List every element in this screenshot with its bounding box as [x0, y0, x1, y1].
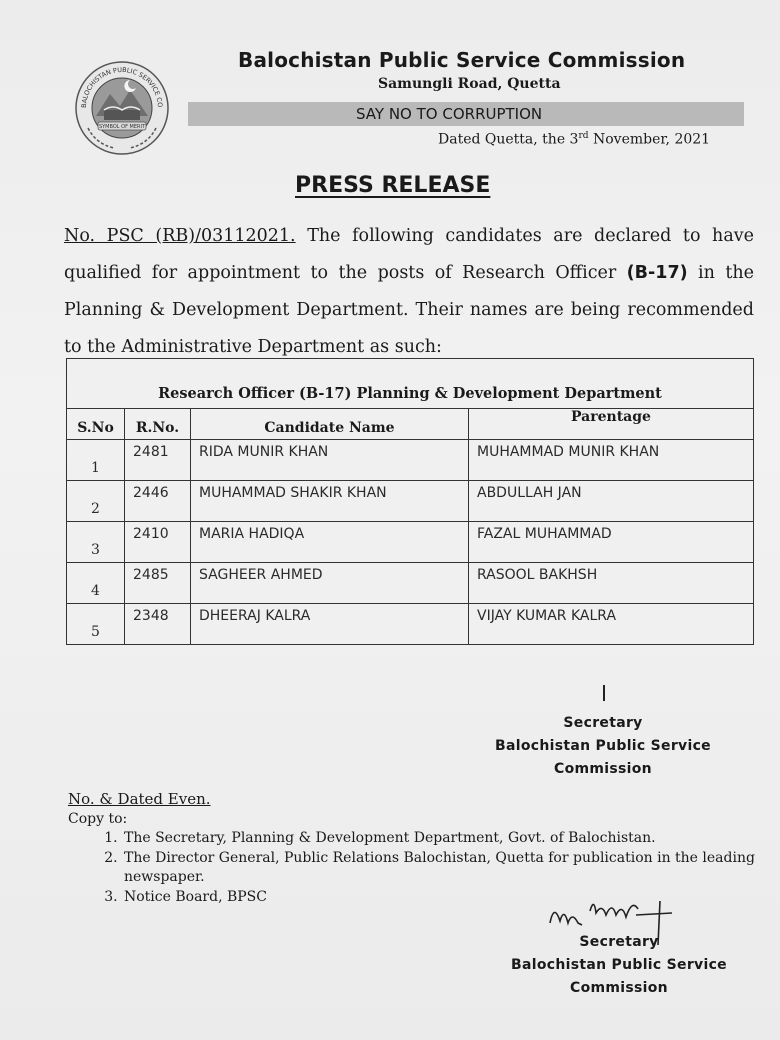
- grade-label: (B-17): [626, 263, 688, 283]
- date-line: [438, 131, 710, 148]
- motto-text: SAY NO TO CORRUPTION: [356, 105, 543, 123]
- copy-to-label: Copy to:: [68, 810, 128, 827]
- header-rno: R.No.: [125, 409, 191, 439]
- signatory-org-line: Commission: [554, 761, 652, 777]
- cell-sno: 4: [67, 563, 125, 603]
- psc-seal-icon: [70, 58, 174, 158]
- cell-sno: 1: [67, 440, 125, 480]
- cell-rno: 2446: [125, 481, 191, 521]
- signatory-title: Secretary: [563, 715, 643, 731]
- cell-rno: 2348: [125, 604, 191, 644]
- copy-to-section: [68, 790, 768, 907]
- candidates-table: [66, 358, 754, 645]
- cell-candidate-name: RIDA MUNIR KHAN: [191, 440, 469, 480]
- signatory-org-line: Commission: [570, 980, 668, 996]
- cell-sno: 3: [67, 522, 125, 562]
- table-row: [67, 563, 753, 604]
- table-row: [67, 481, 753, 522]
- table-row: [67, 604, 753, 644]
- cell-parentage: MUHAMMAD MUNIR KHAN: [477, 444, 660, 460]
- body-text-1: The following candidates are declared to have qualified for appointment to the posts of Research Officer: [64, 226, 754, 283]
- cell-candidate-name: SAGHEER AHMED: [191, 563, 469, 603]
- header-parentage: Parentage: [571, 409, 651, 425]
- list-item: 1. The Secretary, Planning & Development Department, Govt. of Balochistan.: [122, 829, 768, 849]
- list-item: 2. The Director General, Public Relations Balochistan, Quetta for publication in the leading newspaper.: [122, 849, 768, 888]
- reference-number: No. PSC (RB)/03112021.: [64, 226, 296, 246]
- seal-motto-banner: SYMBOL OF MERIT: [98, 124, 146, 130]
- date-prefix: Dated Quetta, the 3: [438, 131, 579, 148]
- date-ordinal: rd: [578, 131, 589, 141]
- table-caption: Research Officer (B-17) Planning & Development Department: [67, 359, 753, 409]
- body-text-2: in the Planning & Development Department. Their names are being recommended to the Administrative Department as such:: [64, 263, 754, 357]
- signatory-title: Secretary: [579, 934, 659, 950]
- organization-address: Samungli Road, Quetta: [378, 76, 561, 92]
- cell-rno: 2485: [125, 563, 191, 603]
- cell-candidate-name: MARIA HADIQA: [191, 522, 469, 562]
- table-row: [67, 440, 753, 481]
- signatory-org-line: Balochistan Public Service: [511, 957, 727, 973]
- cell-rno: 2410: [125, 522, 191, 562]
- signature-mark: [603, 685, 605, 701]
- cell-parentage: FAZAL MUHAMMAD: [477, 526, 612, 542]
- cell-sno: 5: [67, 604, 125, 644]
- cell-sno: 2: [67, 481, 125, 521]
- table-header-row: [67, 409, 753, 440]
- seal-ring-text: BALOCHISTAN PUBLIC SERVICE CO: [79, 65, 165, 109]
- page-title: PRESS RELEASE: [295, 173, 491, 198]
- cell-rno: 2481: [125, 440, 191, 480]
- signatory-block-1: [480, 712, 726, 781]
- date-suffix: November, 2021: [588, 131, 711, 148]
- header-sno: S.No: [67, 409, 125, 439]
- cell-parentage: ABDULLAH JAN: [477, 485, 582, 501]
- copy-reference: No. & Dated Even.: [68, 790, 211, 808]
- signatory-block-2: [496, 931, 742, 1000]
- table-row: [67, 522, 753, 563]
- cell-candidate-name: MUHAMMAD SHAKIR KHAN: [191, 481, 469, 521]
- header-candidate-name: Candidate Name: [191, 409, 469, 439]
- body-paragraph: [64, 218, 754, 366]
- cell-candidate-name: DHEERAJ KALRA: [191, 604, 469, 644]
- organization-title: Balochistan Public Service Commission: [238, 48, 686, 72]
- signatory-org-line: Balochistan Public Service: [495, 738, 711, 754]
- cell-parentage: RASOOL BAKHSH: [477, 567, 598, 583]
- list-item: 3. Notice Board, BPSC: [122, 888, 768, 908]
- cell-parentage: VIJAY KUMAR KALRA: [477, 608, 617, 624]
